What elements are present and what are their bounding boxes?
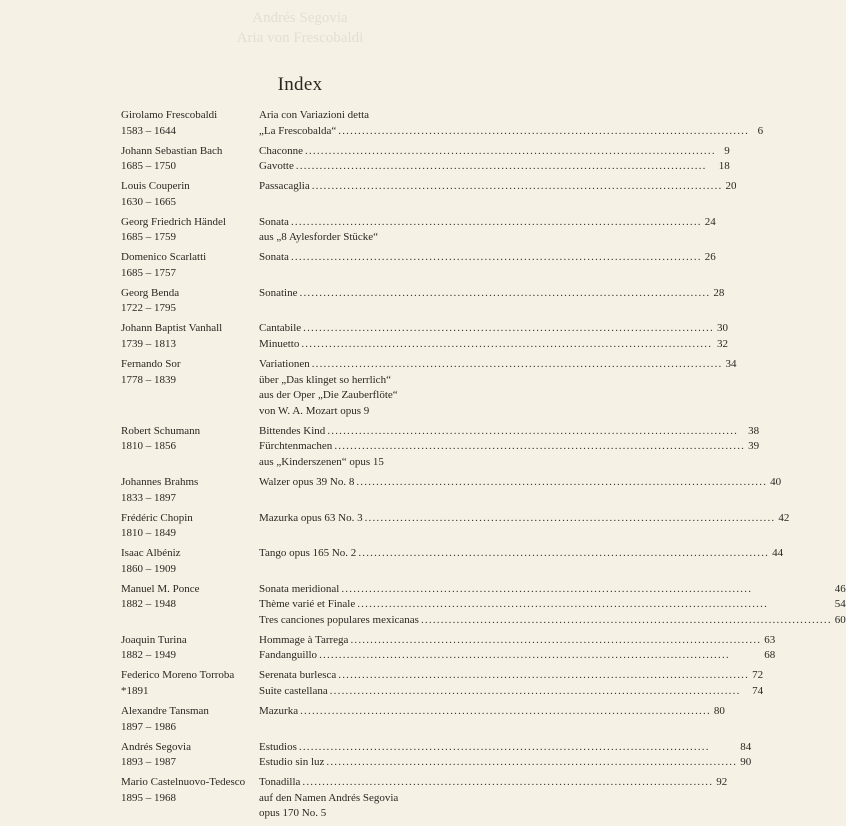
page-number: 42: [778, 511, 790, 524]
page-number: 68: [764, 649, 776, 662]
work-line: [259, 740, 751, 756]
work-line: [259, 321, 728, 337]
composer-dates: *1891: [121, 685, 149, 698]
work-subtitle-line: [259, 806, 727, 822]
page-number: 30: [716, 322, 728, 335]
dot-leader: [358, 546, 769, 562]
work-title: Aria con Variazioni detta: [259, 109, 370, 121]
composer-dates: 1810 – 1849: [121, 527, 176, 540]
composer-dates: 1897 – 1986: [121, 720, 176, 733]
dot-leader: [350, 633, 761, 649]
work-list: [259, 668, 763, 699]
page-number: 34: [725, 358, 737, 371]
composer-name: Louis Couperin: [121, 180, 190, 193]
index-entry: [121, 424, 760, 471]
composer: [121, 668, 259, 699]
composer-dates: 1860 – 1909: [121, 562, 176, 575]
dot-leader: [300, 286, 711, 302]
work-subtitle-line: [259, 373, 737, 389]
work-title: auf den Namen Andrés Segovia: [259, 791, 399, 804]
work-line: [259, 775, 727, 791]
work-list: [259, 179, 737, 210]
composer-name: Federico Moreno Torroba: [121, 669, 235, 682]
index-entry: [121, 775, 728, 822]
page-number: 40: [770, 475, 782, 488]
index-entry: [121, 546, 784, 577]
page-number: 72: [752, 669, 764, 682]
page-number: 46: [834, 582, 846, 595]
dot-leader: [338, 124, 749, 140]
composer-name: Fernando Sor: [121, 358, 181, 371]
page-number: 84: [740, 740, 752, 753]
page-number: 74: [752, 685, 764, 698]
index-entry: [121, 321, 728, 352]
index-entry: [121, 582, 846, 629]
composer-name: Robert Schumann: [121, 424, 201, 437]
page-number: 54: [834, 598, 846, 611]
work-title: Fandanguillo: [259, 649, 318, 662]
composer: [121, 511, 259, 542]
work-subtitle-line: [259, 791, 727, 807]
page-number: 18: [718, 160, 730, 173]
index-entry: [121, 179, 737, 210]
composer: [121, 250, 259, 281]
composer-name: Mario Castelnuovo-Tedesco: [121, 776, 246, 789]
work-line: [259, 286, 724, 302]
work-line: [259, 755, 751, 771]
work-subtitle-line: [259, 388, 737, 404]
dot-leader: [319, 648, 761, 664]
composer-dates: 1833 – 1897: [121, 491, 176, 504]
work-title: Chaconne: [259, 144, 303, 157]
index-entry: [121, 357, 737, 419]
work-title: von W. A. Mozart opus 9: [259, 404, 370, 417]
work-list: [259, 250, 716, 281]
index-entry: [121, 668, 764, 699]
work-line: [259, 215, 716, 231]
dot-leader: [326, 755, 737, 771]
work-list: [259, 144, 730, 175]
composer: [121, 775, 259, 822]
dot-leader: [421, 613, 832, 629]
work-title: Cantabile: [259, 322, 302, 335]
index-entry: [121, 633, 776, 664]
dot-leader: [301, 337, 714, 353]
composer-name: Andrés Segovia: [121, 740, 191, 753]
composer-dates: 1685 – 1759: [121, 231, 176, 244]
dot-leader: [312, 357, 723, 373]
index-entry: [121, 475, 782, 506]
dot-leader: [300, 704, 711, 720]
page-number: 39: [748, 440, 760, 453]
work-title: Estudio sin luz: [259, 756, 325, 769]
work-list: [259, 286, 724, 317]
composer-dates: 1893 – 1987: [121, 756, 176, 769]
work-line: [259, 597, 846, 613]
work-title: Tonadilla: [259, 776, 301, 789]
composer-dates: 1882 – 1948: [121, 598, 176, 611]
dot-leader: [356, 475, 767, 491]
work-title: Mazurka opus 63 No. 3: [259, 511, 363, 524]
dot-leader: [299, 740, 737, 756]
work-line: [259, 613, 846, 629]
composer-dates: 1583 – 1644: [121, 124, 176, 137]
composer: [121, 144, 259, 175]
work-title: aus „8 Aylesforder Stücke“: [259, 231, 379, 244]
composer-dates: 1685 – 1750: [121, 160, 176, 173]
page-number: 38: [748, 424, 760, 437]
index-entry: [121, 511, 790, 542]
composer: [121, 582, 259, 629]
page-number: 92: [716, 776, 728, 789]
work-list: [259, 424, 759, 471]
work-title: Bittendes Kind: [259, 424, 326, 437]
composer-dates: 1630 – 1665: [121, 195, 176, 208]
dot-leader: [341, 582, 831, 598]
page-number: 60: [834, 613, 846, 626]
work-line: [259, 648, 775, 664]
work-line: [259, 684, 763, 700]
composer-name: Joaquin Turina: [121, 633, 187, 646]
page-number: 44: [772, 547, 784, 560]
work-line: [259, 144, 730, 160]
dot-leader: [338, 668, 749, 684]
dot-leader: [330, 684, 749, 700]
work-line: [259, 159, 730, 175]
work-title: Thème varié et Finale: [259, 598, 356, 611]
composer-name: Georg Friedrich Händel: [121, 215, 226, 228]
dot-leader: [334, 439, 745, 455]
composer-dates: 1739 – 1813: [121, 338, 176, 351]
work-list: [259, 775, 727, 822]
work-title: aus „Kinderszenen“ opus 15: [259, 456, 384, 468]
work-title: Walzer opus 39 No. 8: [259, 475, 355, 488]
work-list: [259, 215, 716, 246]
work-title: Hommage à Tarrega: [259, 633, 349, 646]
composer-name: Johann Sebastian Bach: [121, 144, 223, 157]
work-title: Estudios: [259, 740, 297, 753]
work-title: Passacaglia: [259, 180, 310, 193]
composer: [121, 740, 259, 771]
work-title: Sonatine: [259, 286, 298, 299]
work-line: [259, 633, 775, 649]
composer-dates: 1778 – 1839: [121, 373, 176, 386]
work-line: [259, 337, 728, 353]
dot-leader: [327, 424, 745, 440]
page-number: 26: [704, 251, 716, 264]
work-line: [259, 179, 737, 195]
work-list: [259, 475, 781, 506]
work-list: [259, 582, 846, 629]
index-entry: [121, 108, 764, 139]
composer-dates: 1685 – 1757: [121, 266, 176, 279]
work-title: Gavotte: [259, 160, 294, 173]
work-line: [259, 439, 759, 455]
page-title: Index: [277, 74, 323, 95]
work-list: [259, 704, 725, 735]
dot-leader: [303, 321, 714, 337]
work-line: [259, 704, 725, 720]
work-title: Sonata: [259, 215, 289, 228]
dot-leader: [312, 179, 723, 195]
work-line: [259, 546, 783, 562]
page-number: 80: [713, 705, 725, 718]
work-list: [259, 633, 775, 664]
work-title: Mazurka: [259, 705, 299, 718]
work-line: [259, 475, 781, 491]
dot-leader: [365, 511, 776, 527]
composer: [121, 357, 259, 419]
composer: [121, 475, 259, 506]
work-subtitle-line: [259, 230, 716, 246]
page-number: 28: [713, 286, 725, 299]
work-title: opus 170 No. 5: [259, 807, 327, 820]
bleed-through-line: Andrés Segovia: [252, 10, 348, 26]
dot-leader: [291, 215, 702, 231]
composer-name: Johann Baptist Vanhall: [121, 322, 223, 335]
composer-dates: 1882 – 1949: [121, 649, 176, 662]
work-title: „La Frescobalda“: [259, 124, 337, 137]
index-list: [121, 108, 846, 826]
index-entry: [121, 740, 752, 771]
index-entry: [121, 704, 725, 735]
dot-leader: [296, 159, 716, 175]
work-line: [259, 424, 759, 440]
work-list: [259, 108, 763, 139]
work-subtitle-line: [259, 404, 737, 420]
page-number: 90: [740, 756, 752, 769]
dot-leader: [357, 597, 832, 613]
composer: [121, 633, 259, 664]
composer-name: Johannes Brahms: [121, 475, 199, 488]
composer: [121, 546, 259, 577]
work-title: Fürchtenmachen: [259, 440, 333, 453]
work-title: Tango opus 165 No. 2: [259, 547, 357, 560]
composer-name: Georg Benda: [121, 286, 180, 299]
bleed-through-line: Aria von Frescobaldi: [236, 30, 364, 46]
page-number: 24: [704, 215, 716, 228]
composer-name: Girolamo Frescobaldi: [121, 109, 218, 121]
composer: [121, 179, 259, 210]
work-list: [259, 511, 789, 542]
composer-dates: 1895 – 1968: [121, 791, 176, 804]
composer-dates: 1810 – 1856: [121, 440, 176, 453]
work-line: [259, 511, 789, 527]
work-title: Variationen: [259, 358, 310, 371]
composer: [121, 108, 259, 139]
work-list: [259, 321, 728, 352]
index-entry: [121, 144, 730, 175]
work-line: [259, 668, 763, 684]
page-number: 9: [724, 144, 730, 157]
dot-leader: [305, 144, 716, 160]
work-title: über „Das klinget so herrlich“: [259, 373, 391, 386]
composer-dates: 1722 – 1795: [121, 302, 176, 315]
work-title: Serenata burlesca: [259, 669, 337, 682]
composer: [121, 215, 259, 246]
work-list: [259, 546, 783, 577]
composer: [121, 704, 259, 735]
composer-name: Isaac Albéniz: [121, 547, 181, 560]
composer-name: Manuel M. Ponce: [121, 582, 200, 595]
bleed-through-text: [0, 0, 600, 48]
composer-name: Domenico Scarlatti: [121, 251, 207, 264]
work-title: aus der Oper „Die Zauberflöte“: [259, 389, 398, 402]
work-subtitle-line: [259, 108, 763, 124]
dot-leader: [291, 250, 702, 266]
composer-name: Alexandre Tansman: [121, 705, 209, 718]
work-title: Sonata meridional: [259, 582, 340, 595]
page-number: 6: [757, 124, 764, 137]
index-entry: [121, 215, 716, 246]
work-line: [259, 357, 737, 373]
work-line: [259, 124, 763, 140]
work-line: [259, 250, 716, 266]
work-subtitle-line: [259, 455, 759, 471]
work-line: [259, 582, 846, 598]
page-number: 20: [725, 180, 737, 193]
work-title: Sonata: [259, 251, 289, 264]
composer: [121, 424, 259, 471]
dot-leader: [302, 775, 713, 791]
index-entry: [121, 250, 716, 281]
composer: [121, 321, 259, 352]
page-number: 63: [764, 633, 776, 646]
work-list: [259, 357, 737, 419]
composer-name: Frédéric Chopin: [121, 511, 193, 524]
work-title: Minuetto: [259, 338, 300, 351]
index-entry: [121, 286, 725, 317]
composer: [121, 286, 259, 317]
page-number: 32: [716, 338, 728, 351]
work-title: Tres canciones populares mexicanas: [259, 613, 419, 626]
work-list: [259, 740, 751, 771]
work-title: Suite castellana: [259, 685, 328, 698]
